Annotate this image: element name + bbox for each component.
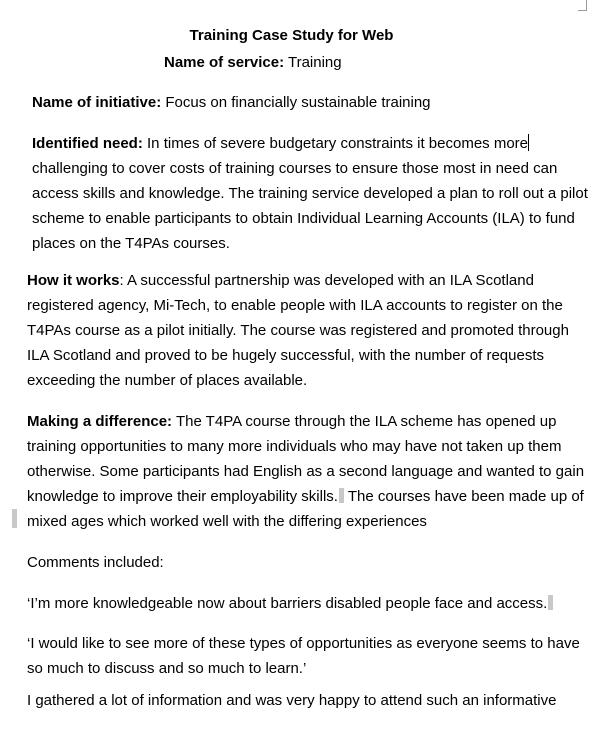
identified-need-paragraph (32, 131, 588, 256)
paragraph-line: exceeding the number of places available. (27, 372, 308, 389)
paragraph-line: scheme to enable participants to obtain Individual Learning Accounts (ILA) to fund (32, 210, 575, 227)
paragraph-line: T4PAs course as a pilot initially. The course was registered and promoted through (27, 322, 569, 339)
paragraph-line: The courses have been made up of (343, 488, 584, 505)
initiative-value: Focus on financially sustainable training (165, 94, 431, 111)
text-cursor (528, 134, 529, 151)
initiative-label: Name of initiative: (32, 94, 162, 111)
paragraph-line: so much to discuss and so much to learn.’ (27, 660, 307, 677)
paragraph-line: training opportunities to many more individuals who may have not taken up them (27, 438, 562, 455)
margin-comment-marker (12, 509, 17, 528)
paragraph-line: access skills and knowledge. The training service developed a plan to roll out a pilot (32, 185, 588, 202)
paragraph-line: ‘I’m more knowledgeable now about barriers disabled people face and access. (27, 595, 548, 612)
paragraph-line: otherwise. Some participants had English as a second language and wanted to gain (27, 463, 585, 480)
how-it-works-paragraph (27, 268, 569, 393)
paragraph-line: In times of severe budgetary constraints it becomes more (142, 135, 529, 152)
document-title: Training Case Study for Web (189, 27, 394, 44)
paragraph-line: challenging to cover costs of training courses to ensure those most in need can (32, 160, 558, 177)
how-it-works-label: How it works (27, 272, 120, 289)
paragraph-line: I gathered a lot of information and was very happy to attend such an informative (27, 692, 557, 709)
initiative-paragraph (32, 90, 431, 115)
comments-intro: Comments included: (27, 554, 164, 571)
paragraph-line: places on the T4PAs courses. (32, 235, 230, 252)
paragraph-line: registered agency, Mi-Tech, to enable people with ILA accounts to register on the (27, 297, 563, 314)
paragraph-line: knowledge to improve their employability skills. (27, 488, 338, 505)
comment-quote (27, 688, 556, 713)
service-line (164, 54, 342, 71)
paragraph-line: ‘I would like to see more of these types of opportunities as everyone seems to have (27, 635, 580, 652)
paragraph-line: mixed ages which worked well with the differing experiences (27, 513, 427, 530)
comment-quote (27, 631, 580, 681)
paragraph-line: : A successful partnership was developed with an ILA Scotland (119, 272, 534, 289)
identified-need-label: Identified need: (32, 135, 143, 152)
paragraph-line: The T4PA course through the ILA scheme has opened up (172, 413, 557, 430)
comment-marker (548, 595, 553, 610)
page-corner-mark (586, 0, 587, 11)
making-a-difference-paragraph (27, 409, 584, 534)
making-a-difference-label: Making a difference: (27, 413, 173, 430)
paragraph-line: ILA Scotland and proved to be hugely successful, with the number of requests (27, 347, 544, 364)
service-value: Training (287, 54, 342, 71)
service-label: Name of service: (164, 54, 285, 71)
comment-quote (27, 591, 553, 616)
